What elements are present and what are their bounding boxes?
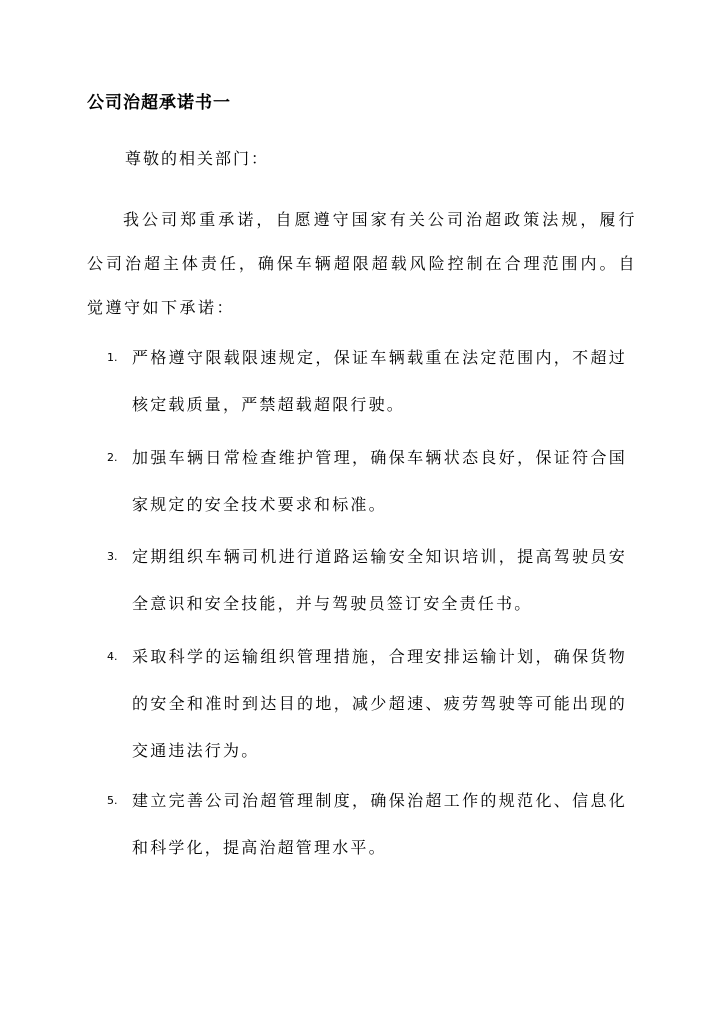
list-item-text: 定期组织车辆司机进行道路运输安全知识培训，提高驾驶员安全意识和安全技能，并与驾驶员签订安全责任书。 [132, 547, 627, 613]
list-item-number: 5. [107, 794, 118, 807]
list-item-text: 加强车辆日常检查维护管理，确保车辆状态良好，保证符合国家规定的安全技术要求和标准。 [132, 448, 627, 514]
salutation: 尊敬的相关部门： [125, 149, 270, 168]
list-item [107, 434, 627, 528]
list-item-number: 2. [107, 451, 118, 464]
list-item-number: 3. [107, 550, 118, 563]
list-item-number: 4. [107, 650, 118, 663]
list-item-text: 严格遵守限载限速规定，保证车辆载重在法定范围内，不超过核定载质量，严禁超载超限行驶。 [132, 348, 627, 414]
list-item-number: 1. [107, 351, 118, 364]
list-item [107, 777, 627, 871]
document-title: 公司治超承诺书一 [87, 93, 231, 113]
list-item-text: 建立完善公司治超管理制度，确保治超工作的规范化、信息化和科学化，提高治超管理水平。 [132, 791, 627, 857]
list-item [107, 633, 627, 774]
intro-paragraph: 我公司郑重承诺，自愿遵守国家有关公司治超政策法规，履行公司治超主体责任，确保车辆超限超载风险控制在合理范围内。自觉遵守如下承诺： [87, 210, 637, 317]
list-item [107, 533, 627, 627]
list-item [107, 334, 627, 428]
list-item-text: 采取科学的运输组织管理措施，合理安排运输计划，确保货物的安全和准时到达目的地，减少超速、疲劳驾驶等可能出现的交通违法行为。 [132, 647, 627, 760]
